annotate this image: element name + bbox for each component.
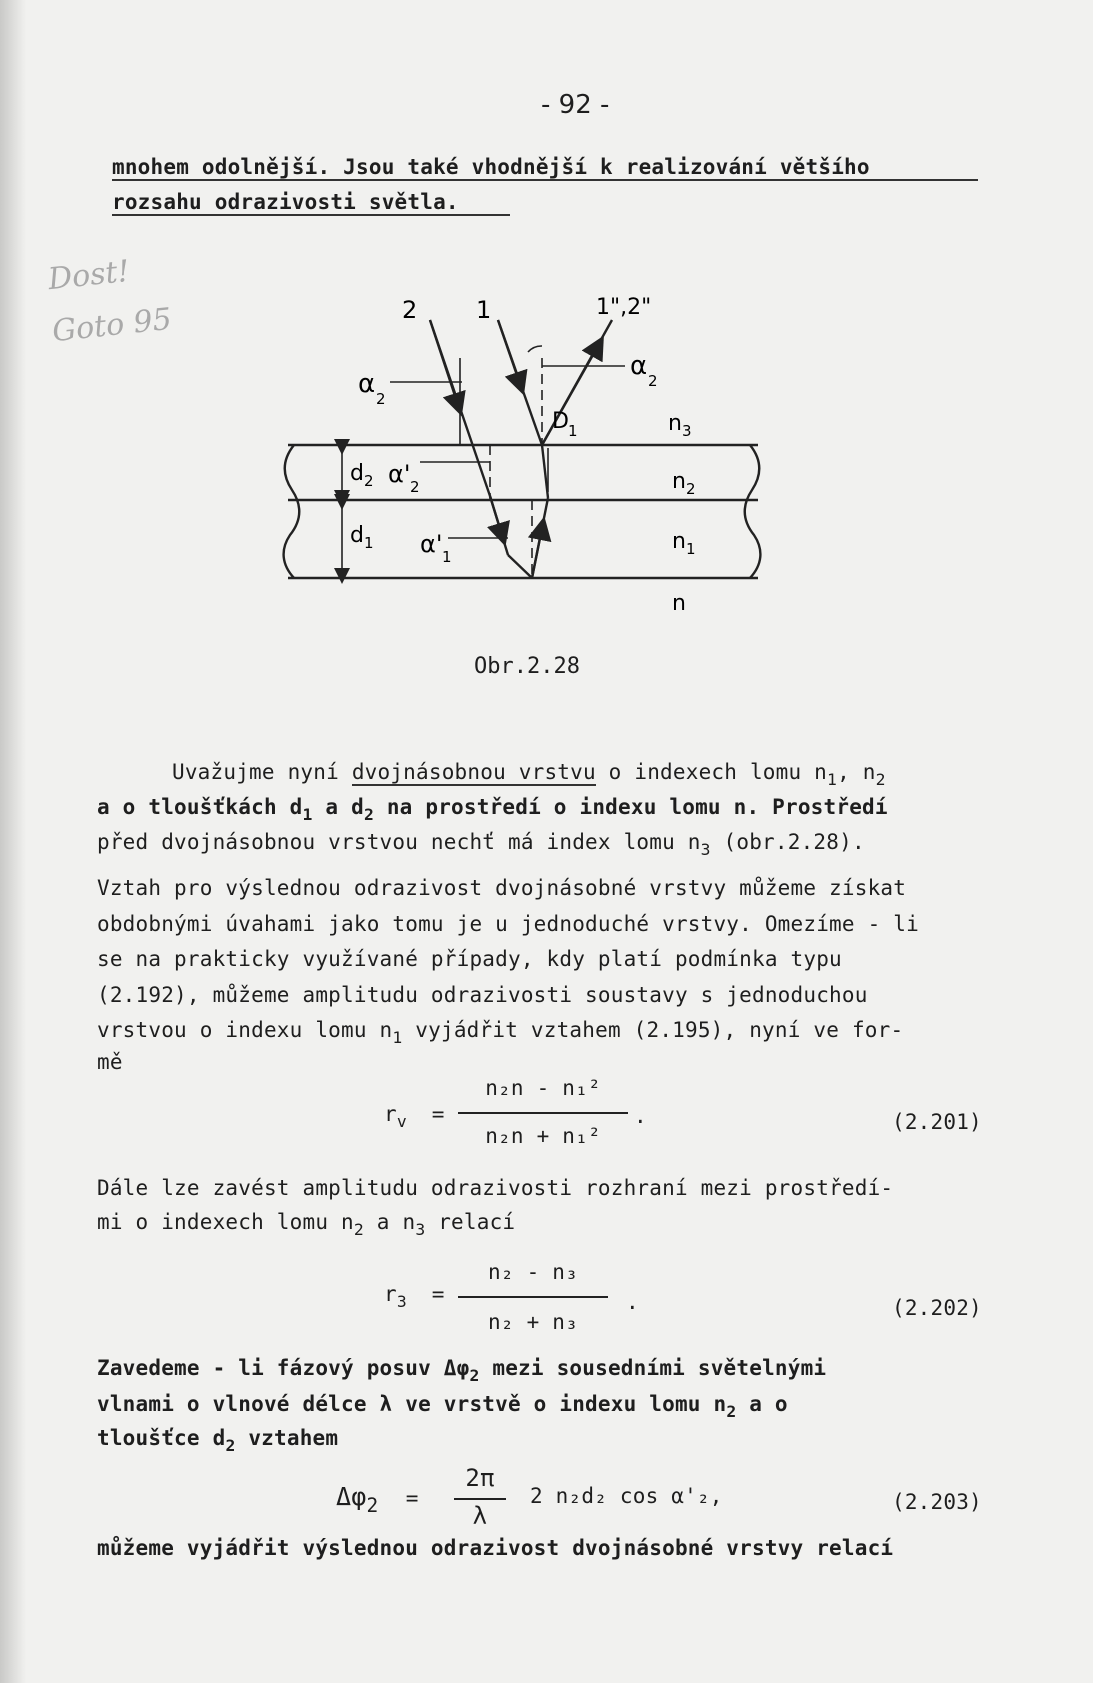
intro-line-2: rozsahu odrazivosti světla. [112, 190, 510, 216]
eq203-fraction-bar [454, 1498, 506, 1500]
figure-caption: Obr.2.28 [474, 654, 580, 679]
svg-text:1: 1 [686, 540, 696, 558]
figure-2-28 [280, 280, 780, 620]
eq201-dot: . [634, 1104, 647, 1128]
eq202-fraction-bar [458, 1296, 608, 1298]
d1-label: d [350, 523, 364, 548]
p1-line-6: se na prakticky využívané případy, kdy platí podmínka typu [97, 947, 842, 971]
p1-line-9: mě [97, 1050, 123, 1074]
eq202-label: (2.202) [892, 1296, 982, 1320]
p3-line-1: Zavedeme - li fázový posuv $\Delta\varphi_2$ mezi sousedními světelnými [97, 1356, 827, 1385]
page-number: - 92 - [541, 90, 610, 120]
svg-text:2: 2 [364, 472, 374, 490]
p1-line-3: před dvojnásobnou vrstvou nechť má index lomu $n_3$ (obr.2.28). [97, 830, 865, 859]
eq203-label: (2.203) [892, 1490, 982, 1514]
left-wavy-edge [284, 445, 300, 578]
p3-line-3: tloušťce $d_2$ vztahem [97, 1426, 339, 1455]
n1-label: n [672, 529, 686, 554]
intro-line-1: mnohem odolnější. Jsou také vhodnější k realizování většího [112, 155, 978, 181]
handwritten-note-line2: Goto 95 [50, 301, 174, 350]
eq201-lhs: $r_v$ = [384, 1102, 445, 1131]
eq201-fraction-bar [458, 1112, 628, 1114]
alpha2-prime-label: α' [388, 460, 411, 488]
reflected-label: 1",2" [596, 295, 652, 320]
eq202-numerator: n₂ - n₃ [488, 1260, 578, 1284]
n2-label: n [672, 469, 686, 494]
eq201-numerator: n₂n - n₁² [485, 1076, 601, 1100]
p1-line-4: Vztah pro výslednou odrazivost dvojnásobné vrstvy můžeme získat [97, 876, 907, 900]
p1-line-7: (2.192), můžeme amplitudu odrazivosti soustavy s jednoduchou [97, 983, 868, 1007]
n3-label: n [668, 411, 682, 436]
p1-line-8: vrstvou o indexu lomu $n_1$ vyjádřit vztahem (2.195), nyní ve for- [97, 1018, 904, 1047]
p1-line-5: obdobnými úvahami jako tomu je u jednoduché vrstvy. Omezíme - li [97, 912, 919, 936]
p2-line-1: Dále lze zavést amplitudu odrazivosti rozhraní mezi prostředí- [97, 1176, 894, 1200]
ray-2-label: 2 [402, 296, 418, 324]
eq202-lhs: $r_3$ = [384, 1282, 445, 1311]
p2-line-2: mi o indexech lomu $n_2$ a $n_3$ relací [97, 1210, 516, 1239]
svg-text:1: 1 [442, 548, 452, 566]
handwritten-note-line1: Dost! [46, 253, 132, 298]
d2-label: d [350, 461, 364, 486]
svg-text:3: 3 [682, 422, 692, 440]
svg-text:2: 2 [410, 478, 420, 496]
svg-text:1: 1 [364, 534, 374, 552]
alpha2-right-label: α [630, 351, 648, 381]
alpha2-left-label: α [358, 369, 376, 399]
alpha1-prime-label: α' [420, 530, 443, 558]
eq203-denominator: λ [472, 1502, 488, 1530]
eq203-numerator: 2π [465, 1464, 495, 1492]
svg-text:1: 1 [568, 422, 578, 440]
eq202-dot: . [626, 1290, 639, 1314]
eq201-denominator: n₂n + n₁² [485, 1124, 601, 1148]
ray-1-label: 1 [476, 296, 492, 324]
p1-line-2: a o tloušťkách $d_1$ a $d_2$ na prostředí o indexu lomu n. Prostředí [97, 795, 888, 824]
right-wavy-edge [745, 445, 761, 578]
svg-text:2: 2 [648, 372, 658, 390]
p1-line-1: Uvažujme nyní dvojnásobnou vrstvu o indexech lomu $n_1$, $n_2$ [172, 760, 886, 789]
d1-point-label: D [552, 409, 569, 434]
eq201-label: (2.201) [892, 1110, 982, 1134]
svg-text:2: 2 [686, 480, 696, 498]
eq203-rhs: 2 n₂d₂ cos α'₂, [530, 1484, 723, 1508]
p3-line-2: vlnami o vlnové délce λ ve vrstvě o indexu lomu $n_2$ a o [97, 1392, 788, 1421]
closing-line: můžeme vyjádřit výslednou odrazivost dvojnásobné vrstvy relací [97, 1536, 894, 1560]
n-label: n [672, 591, 686, 616]
eq202-denominator: n₂ + n₃ [488, 1310, 578, 1334]
scan-shadow [0, 0, 26, 1683]
eq203-lhs: $\Delta\varphi_2$ = [336, 1482, 419, 1517]
svg-text:2: 2 [376, 390, 386, 408]
